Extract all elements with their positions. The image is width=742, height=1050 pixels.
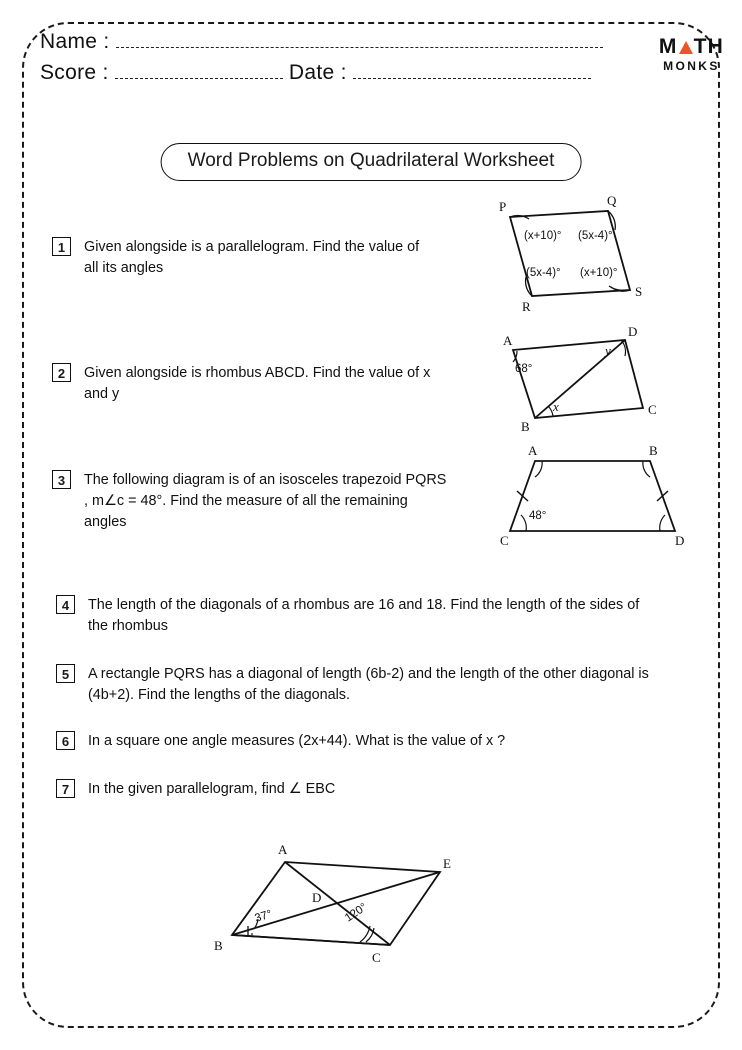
figure-parallelogram-pqrs [480, 195, 700, 320]
question-text-7: In the given parallelogram, find ∠ EBC [88, 781, 336, 797]
fig2-angle-a: 68° [515, 363, 533, 375]
fig3-label-c: C [500, 533, 509, 548]
fig7-label-c: C [372, 950, 381, 965]
fig7-label-a: A [278, 842, 288, 857]
header-fields [40, 30, 660, 92]
question-text-5: A rectangle PQRS has a diagonal of length (6b-2) and the length of the other diagonal is (4b+2). Find the lengths of the diagonals. [88, 666, 649, 703]
fig1-label-r: R [522, 299, 531, 314]
fig1-angle-p: (x+10)° [524, 230, 562, 242]
question-number-1: 1 [52, 237, 71, 256]
figure-parallelogram-abce [200, 840, 490, 980]
fig1-label-p: P [499, 199, 507, 214]
fig7-label-d: D [312, 890, 322, 905]
fig1-label-q: Q [607, 193, 617, 208]
fig1-label-s: S [635, 284, 643, 299]
page-title: Word Problems on Quadrilateral Worksheet [161, 143, 582, 181]
question-text-2: Given alongside is rhombus ABCD. Find the value of x and y [84, 365, 431, 402]
question-number-2: 2 [52, 363, 71, 382]
fig7-label-b: B [214, 938, 223, 953]
fig2-label-c: C [648, 402, 657, 417]
fig2-angle-y: y [605, 343, 611, 358]
fig1-angle-r: (5x-4)° [526, 267, 561, 279]
fig2-label-d: D [628, 324, 638, 339]
fig1-angle-q: (5x-4)° [578, 230, 613, 242]
fig3-label-a: A [528, 443, 538, 458]
fig2-label-b: B [521, 419, 530, 434]
question-text-1: Given alongside is a parallelogram. Find the value of all its angles [84, 239, 420, 276]
date-label: Date : [288, 61, 347, 84]
logo-letters-th: TH [693, 35, 724, 58]
score-date-row [40, 61, 660, 85]
fig2-angle-x: x [553, 399, 559, 414]
fig3-label-b: B [649, 443, 658, 458]
name-label: Name : [40, 30, 110, 53]
logo-letter-m: M [658, 35, 678, 58]
question-text-3: The following diagram is of an isosceles trapezoid PQRS , m∠c = 48°. Find the measure of all the remaining angles [84, 472, 447, 530]
fig7-label-e: E [443, 856, 451, 871]
figure-trapezoid-pqrs [490, 443, 700, 553]
logo-text-bottom: MONKS [663, 59, 720, 73]
question-number-5: 5 [56, 664, 75, 683]
score-label: Score : [40, 61, 109, 84]
fig1-angle-s: (x+10)° [580, 267, 618, 279]
triangle-icon [679, 41, 693, 54]
fig3-angle-c: 48° [529, 510, 547, 522]
name-input-line[interactable] [116, 32, 603, 48]
question-number-7: 7 [56, 779, 75, 798]
logo-text-top [659, 36, 724, 57]
date-input-line[interactable] [353, 63, 591, 79]
mathmonks-logo [659, 36, 724, 72]
question-text-6: In a square one angle measures (2x+44). What is the value of x ? [88, 733, 506, 749]
fig2-label-a: A [503, 333, 513, 348]
question-text-4: The length of the diagonals of a rhombus are 16 and 18. Find the length of the sides of the rhombus [88, 597, 640, 634]
question-number-6: 6 [56, 731, 75, 750]
name-row [40, 30, 660, 54]
question-number-3: 3 [52, 470, 71, 489]
fig7-angle-b: 37° [253, 908, 274, 925]
fig7-angle-e: 120° [342, 901, 370, 925]
score-input-line[interactable] [115, 63, 283, 79]
question-number-4: 4 [56, 595, 75, 614]
figure-rhombus-abcd [495, 324, 695, 438]
fig3-label-d: D [675, 533, 685, 548]
